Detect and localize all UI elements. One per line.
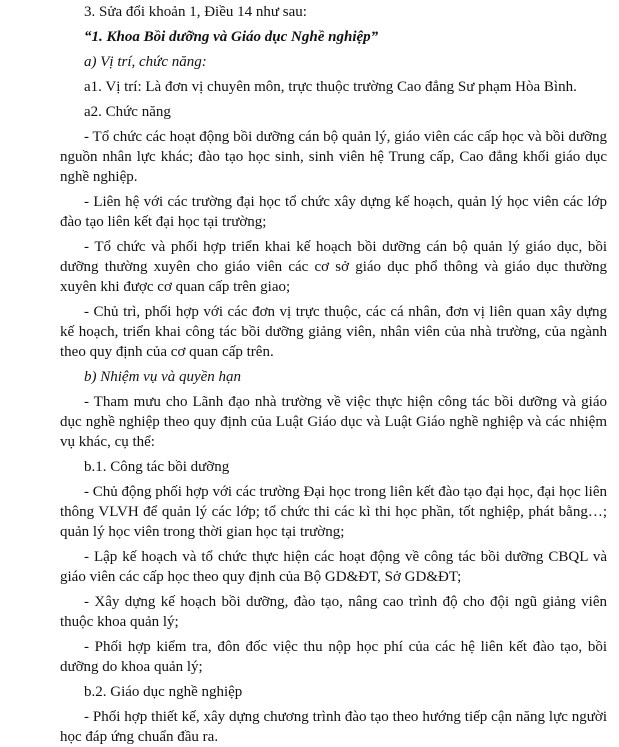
training-item-1: - Chủ động phối hợp với các trường Đại học trong liên kết đào tạo đại học, đại học liên thông VLVH để quản lý các lớp; tổ chức thi các kì thi học phần, tốt nghiệp, phát bằng…; quản lý học viên trong thời gian học tại trường; xyxy=(60,484,607,540)
function-item-2: - Liên hệ với các trường đại học tổ chức xây dựng kế hoạch, quản lý học viên các lớp đào tạo liên kết đại học tại trường; xyxy=(60,194,607,230)
function-heading: a2. Chức năng xyxy=(84,104,171,120)
duties-intro: - Tham mưu cho Lãnh đạo nhà trường về việc thực hiện công tác bồi dưỡng và giáo dục nghề nghiệp theo quy định của Luật Giáo dục và Luật Giáo nghề nghiệp và các nhiệm vụ khác, cụ thể: xyxy=(60,394,607,450)
vocational-item-1: - Phối hợp thiết kế, xây dựng chương trình đào tạo theo hướng tiếp cận năng lực người học đáp ứng chuẩn đầu ra. xyxy=(60,709,607,745)
function-item-3: - Tổ chức và phối hợp triển khai kế hoạch bồi dưỡng cán bộ quản lý giáo dục, bồi dưỡng thường xuyên cho giáo viên các cơ sở giáo dục phổ thông và giáo dục thường xuyên khi được cơ quan cấp trên giao; xyxy=(60,239,607,295)
subheading-position-function: a) Vị trí, chức năng: xyxy=(84,54,207,70)
section-title: “1. Khoa Bồi dưỡng và Giáo dục Nghề nghiệp” xyxy=(84,29,379,45)
training-item-3: - Xây dựng kế hoạch bồi dưỡng, đào tạo, nâng cao trình độ cho đội ngũ giảng viên thuộc khoa quản lý; xyxy=(60,594,607,630)
amendment-heading: 3. Sửa đổi khoản 1, Điều 14 như sau: xyxy=(84,4,307,20)
training-item-4: - Phối hợp kiểm tra, đôn đốc việc thu nộp học phí của các hệ liên kết đào tạo, bồi dưỡng do khoa quản lý; xyxy=(60,639,607,675)
training-item-2: - Lập kế hoạch và tổ chức thực hiện các hoạt động về công tác bồi dưỡng CBQL và giáo viên các cấp học theo quy định của Bộ GD&ĐT, Sở GD&ĐT; xyxy=(60,549,607,585)
vocational-heading: b.2. Giáo dục nghề nghiệp xyxy=(84,684,243,700)
function-item-1: - Tổ chức các hoạt động bồi dưỡng cán bộ quản lý, giáo viên các cấp học và bồi dưỡng nguồn nhân lực khác; đào tạo học sinh, sinh viên hệ Trung cấp, Cao đẳng khối giáo dục nghề nghiệp. xyxy=(60,129,607,185)
position-paragraph: a1. Vị trí: Là đơn vị chuyên môn, trực thuộc trường Cao đẳng Sư phạm Hòa Bình. xyxy=(84,79,577,95)
function-item-4: - Chủ trì, phối hợp với các đơn vị trực thuộc, các cá nhân, đơn vị liên quan xây dựng kế hoạch, triển khai công tác bồi dưỡng giảng viên, nhân viên của nhà trường, của ngành theo quy định của cơ quan cấp trên. xyxy=(60,304,607,360)
training-heading: b.1. Công tác bồi dưỡng xyxy=(84,459,230,475)
subheading-duties-powers: b) Nhiệm vụ và quyền hạn xyxy=(84,369,242,385)
